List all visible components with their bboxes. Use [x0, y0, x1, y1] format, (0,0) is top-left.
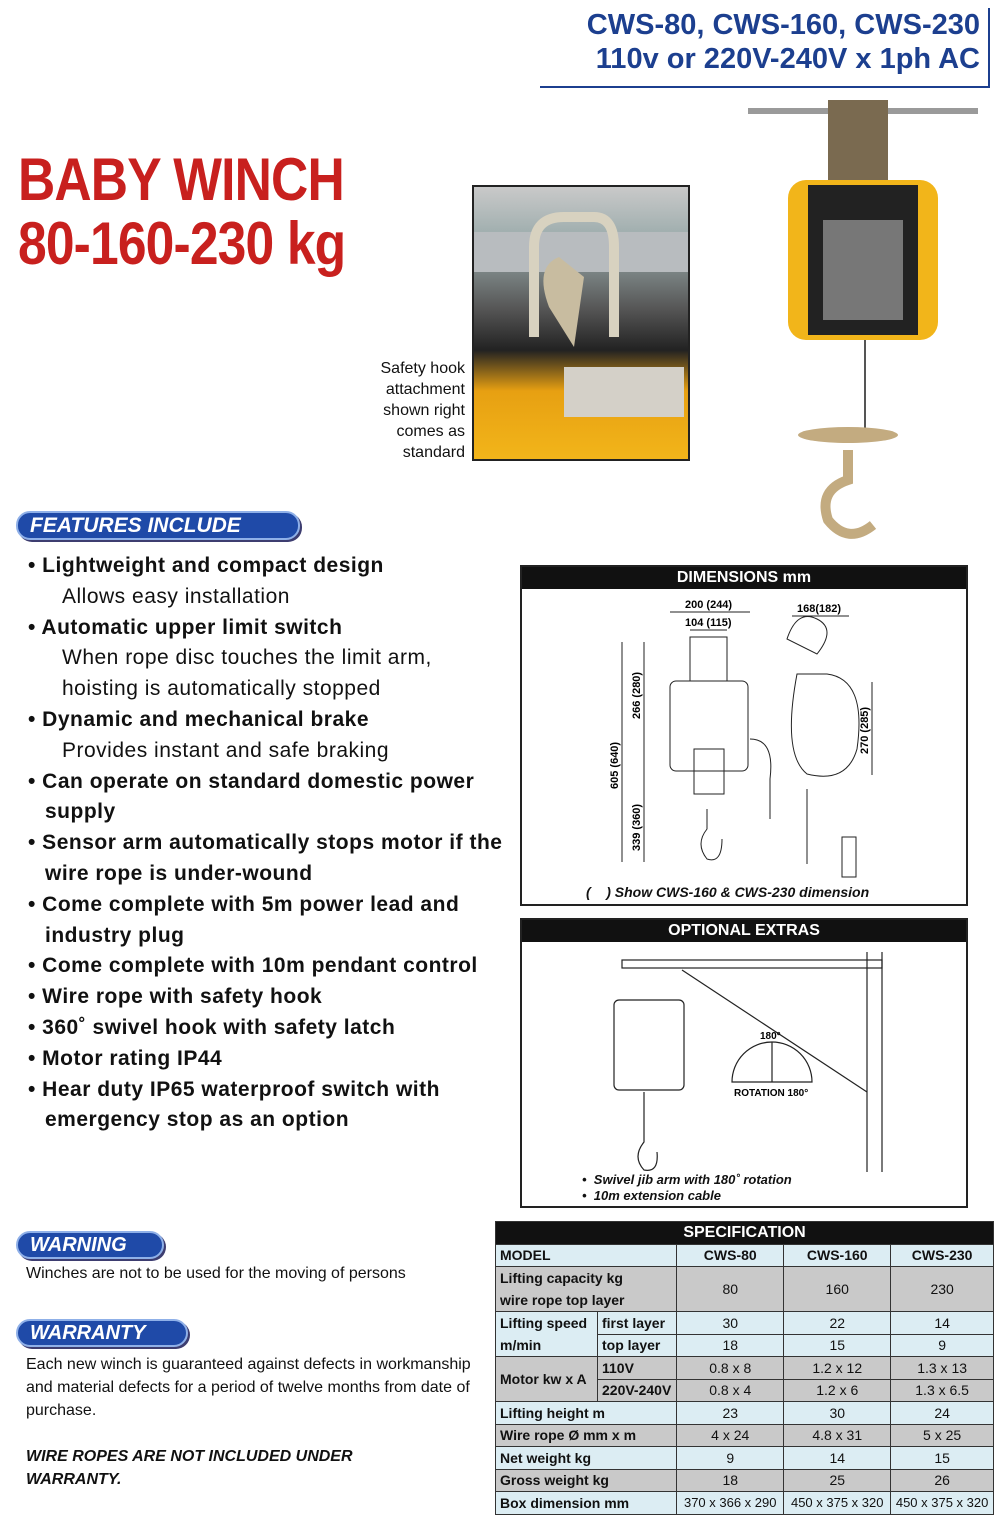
feature-item — [28, 951, 508, 982]
model-header — [540, 8, 990, 88]
row-label: Lifting height m — [496, 1402, 677, 1425]
spec-cell: 5 x 25 — [891, 1424, 994, 1447]
winch-product-image — [748, 100, 983, 550]
caption-line: shown right — [383, 402, 465, 419]
feature-description: When rope disc touches the limit arm, hoisting is automatically stopped — [62, 646, 432, 701]
spec-cell: 30 — [784, 1402, 891, 1425]
dimensions-heading: DIMENSIONS mm — [522, 567, 966, 589]
speed-cell: 18 — [677, 1334, 784, 1357]
feature-title: • Motor rating IP44 — [28, 1046, 223, 1070]
first-layer-label: first layer — [598, 1312, 677, 1335]
title-line2: 80-160-230 kg — [18, 210, 346, 277]
spec-cell: 4 x 24 — [677, 1424, 784, 1447]
spec-cell: 26 — [891, 1469, 994, 1492]
model-cell: CWS-230 — [891, 1244, 994, 1267]
safety-hook-photo — [472, 185, 690, 461]
table-row — [496, 1469, 994, 1492]
feature-title: • Sensor arm automatically stops motor if the wire rope is under-wound — [28, 831, 503, 885]
rotation-angle: 180° — [760, 1031, 781, 1042]
model-label: MODEL — [496, 1244, 677, 1267]
jib-arm-drawing — [522, 942, 966, 1172]
motor-cell: 1.2 x 6 — [784, 1379, 891, 1402]
motor-label: Motor kw x A — [496, 1357, 598, 1402]
model-cell: CWS-80 — [677, 1244, 784, 1267]
feature-description: Provides instant and safe braking — [62, 738, 390, 762]
feature-description: Allows easy installation — [62, 584, 290, 608]
motor-cell: 1.2 x 12 — [784, 1357, 891, 1380]
dim-side-height: 270 (285) — [859, 706, 871, 754]
power-spec: 110v or 220V-240V x 1ph AC — [595, 43, 980, 75]
features-list — [28, 551, 508, 1136]
caption-line: Safety hook — [380, 360, 465, 377]
spec-cell: 15 — [891, 1447, 994, 1470]
spec-cell: 24 — [891, 1402, 994, 1425]
speed-cell: 9 — [891, 1334, 994, 1357]
motor-110v-label: 110V — [598, 1357, 677, 1380]
feature-item — [28, 1044, 508, 1075]
table-row — [496, 1447, 994, 1470]
spec-heading: SPECIFICATION — [496, 1222, 994, 1245]
dim-side-width: 168(182) — [797, 603, 842, 615]
caption-line: standard — [402, 444, 465, 461]
warranty-note: WIRE ROPES ARE NOT INCLUDED UNDER WARRANTY. — [26, 1448, 353, 1488]
dim-width-inner: 104 (115) — [685, 617, 732, 629]
feature-title: • 360˚ swivel hook with safety latch — [28, 1015, 396, 1039]
dimensions-note: ( ) Show CWS-160 & CWS-230 dimension — [586, 884, 870, 900]
feature-item — [28, 890, 508, 952]
warranty-heading: WARRANTY — [16, 1319, 188, 1347]
hook-illustration — [474, 187, 688, 459]
table-row — [496, 1492, 994, 1515]
warning-heading: WARNING — [16, 1231, 164, 1259]
top-layer-label: top layer — [598, 1334, 677, 1357]
speed-cell: 30 — [677, 1312, 784, 1335]
dimension-drawing — [522, 589, 966, 879]
motor-220v-label: 220V-240V — [598, 1379, 677, 1402]
caption-line: attachment — [385, 381, 465, 398]
motor-cell: 1.3 x 13 — [891, 1357, 994, 1380]
dimensions-panel — [520, 565, 968, 906]
table-row — [496, 1267, 994, 1312]
feature-title: • Come complete with 10m pendant control — [28, 954, 478, 978]
dim-lower-height: 339 (360) — [631, 803, 643, 851]
page-title — [18, 148, 345, 276]
features-heading: FEATURES INCLUDE — [16, 511, 300, 540]
row-label: Gross weight kg — [496, 1469, 677, 1492]
table-row — [496, 1312, 994, 1335]
motor-cell: 1.3 x 6.5 — [891, 1379, 994, 1402]
extras-heading: OPTIONAL EXTRAS — [522, 920, 966, 942]
caption-line: comes as — [396, 423, 465, 440]
spec-cell: 450 x 375 x 320 — [784, 1492, 891, 1515]
spec-cell: 9 — [677, 1447, 784, 1470]
spec-cell: 25 — [784, 1469, 891, 1492]
feature-title: • Come complete with 5m power lead and industry plug — [28, 892, 460, 947]
dim-upper-height: 266 (280) — [631, 671, 643, 719]
table-row — [496, 1424, 994, 1447]
speed-cell: 14 — [891, 1312, 994, 1335]
spec-cell: 370 x 366 x 290 — [677, 1492, 784, 1515]
spec-cell: 23 — [677, 1402, 784, 1425]
optional-extras-panel — [520, 918, 968, 1208]
feature-title: • Can operate on standard domestic power supply — [28, 769, 475, 824]
extras-item: • Swivel jib arm with 180˚ rotation — [582, 1172, 792, 1187]
rotation-label: ROTATION 180° — [734, 1088, 809, 1099]
photo-caption — [340, 358, 465, 463]
capacity-cell: 160 — [784, 1267, 891, 1312]
row-label: Wire rope Ø mm x m — [496, 1424, 677, 1447]
motor-cell: 0.8 x 4 — [677, 1379, 784, 1402]
table-row — [496, 1402, 994, 1425]
feature-item — [28, 705, 508, 767]
feature-item — [28, 1075, 508, 1137]
capacity-label: Lifting capacity kg wire rope top layer — [496, 1267, 677, 1312]
row-label: Net weight kg — [496, 1447, 677, 1470]
feature-item — [28, 613, 508, 705]
spec-cell: 450 x 375 x 320 — [891, 1492, 994, 1515]
speed-label: Lifting speed m/min — [496, 1312, 598, 1357]
table-row — [496, 1357, 994, 1380]
feature-title: • Hear duty IP65 waterproof switch with emergency stop as an option — [28, 1077, 440, 1132]
feature-item — [28, 982, 508, 1013]
capacity-cell: 230 — [891, 1267, 994, 1312]
feature-title: • Dynamic and mechanical brake — [28, 707, 369, 731]
model-list: CWS-80, CWS-160, CWS-230 — [586, 9, 980, 41]
row-label: Box dimension mm — [496, 1492, 677, 1515]
motor-cell: 0.8 x 8 — [677, 1357, 784, 1380]
feature-title: • Wire rope with safety hook — [28, 985, 323, 1009]
warranty-text: Each new winch is guaranteed against defects in workmanship and material defects for a period of twelve months from date of purchase. — [26, 1356, 471, 1419]
table-row — [496, 1244, 994, 1267]
spec-cell: 4.8 x 31 — [784, 1424, 891, 1447]
specification-table — [495, 1221, 994, 1515]
title-line1: BABY WINCH — [18, 146, 344, 213]
model-cell: CWS-160 — [784, 1244, 891, 1267]
extras-item: • 10m extension cable — [582, 1188, 721, 1203]
extras-list — [582, 1172, 792, 1204]
feature-item — [28, 551, 508, 613]
feature-item — [28, 1013, 508, 1044]
feature-item — [28, 767, 508, 829]
warning-text: Winches are not to be used for the moving of persons — [26, 1265, 406, 1282]
spec-cell: 18 — [677, 1469, 784, 1492]
spec-cell: 14 — [784, 1447, 891, 1470]
feature-title: • Automatic upper limit switch — [28, 615, 343, 639]
speed-cell: 22 — [784, 1312, 891, 1335]
speed-cell: 15 — [784, 1334, 891, 1357]
capacity-cell: 80 — [677, 1267, 784, 1312]
feature-item — [28, 828, 508, 890]
feature-title: • Lightweight and compact design — [28, 554, 384, 577]
dim-width-outer: 200 (244) — [685, 599, 733, 611]
dim-total-height: 605 (640) — [609, 741, 621, 789]
